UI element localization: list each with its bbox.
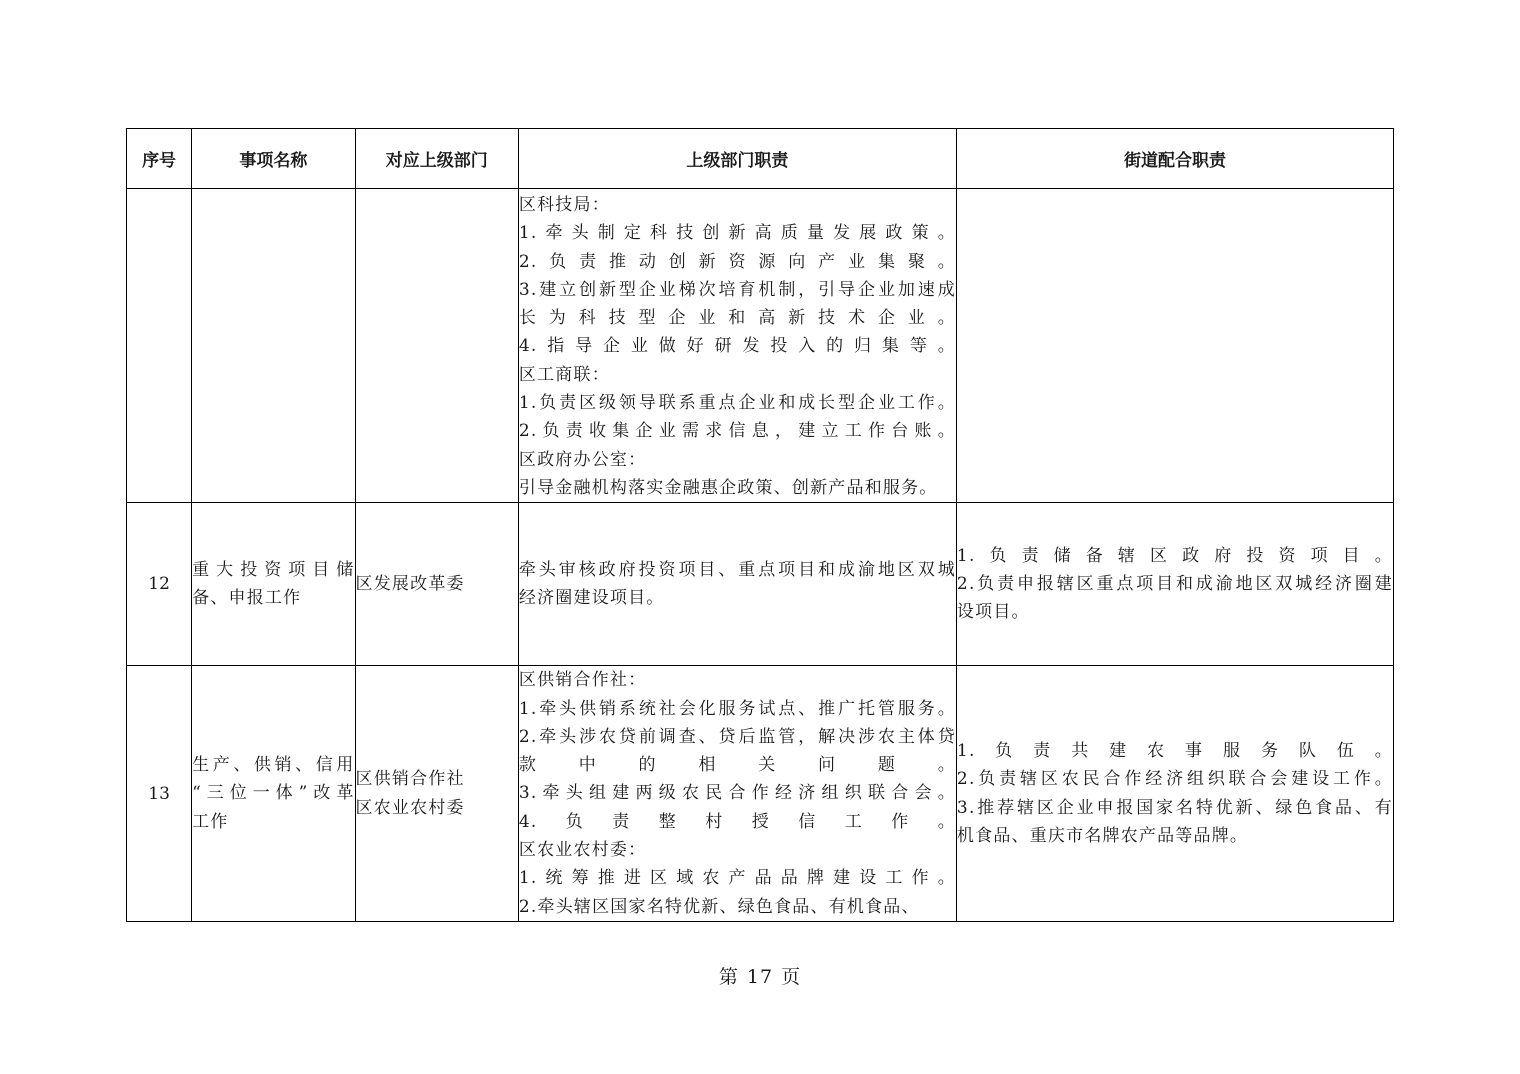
text-line: “三位一体”改革	[192, 783, 355, 804]
text-line: 设项目。	[956, 602, 1030, 623]
text-line: 3.推荐辖区企业申报国家名特优新、绿色食品、有	[956, 797, 1393, 818]
cell-street	[956, 503, 1393, 666]
text-line: 工作	[192, 811, 229, 832]
text-line: 1.统筹推进区域农产品品牌建设工作。	[518, 868, 956, 889]
text-line: 区科技局：	[518, 195, 610, 215]
text-line: 1.牵头制定科技创新高质量发展政策。	[518, 223, 956, 244]
header-item-name: 事项名称	[192, 129, 355, 189]
text-line: 款中的相关问题。	[518, 755, 956, 776]
cell-street	[956, 189, 1393, 503]
cell-upper	[518, 666, 956, 922]
text-line: 2.负责申报辖区重点项目和成渝地区双城经济圈建	[956, 574, 1393, 595]
text-line: 2.负责辖区农民合作经济组织联合会建设工作。	[956, 769, 1393, 790]
cell-no: 13	[127, 666, 192, 922]
text-line: 区农业农村委：	[518, 840, 647, 861]
cell-name	[192, 666, 355, 922]
text-line: 重大投资项目储	[192, 559, 355, 580]
table-row	[127, 503, 1394, 666]
duty-table	[126, 128, 1394, 922]
page-number: 第 17 页	[718, 966, 802, 988]
header-street-duty: 街道配合职责	[956, 129, 1393, 189]
header-upper-duty: 上级部门职责	[518, 129, 956, 189]
text-line: 区供销合作社	[355, 769, 465, 790]
text-line: 区供销合作社：	[518, 670, 647, 691]
text-line: 2.牵头辖区国家名特优新、绿色食品、有机食品、	[518, 896, 920, 917]
text-line: 区发展改革委	[355, 574, 465, 595]
text-line: 1.负责储备辖区政府投资项目。	[956, 545, 1393, 566]
table-header-row	[127, 129, 1394, 189]
cell-dept	[355, 666, 518, 922]
cell-no: 12	[127, 503, 192, 666]
cell-street	[956, 666, 1393, 922]
cell-dept	[355, 189, 518, 503]
cell-upper	[518, 189, 956, 503]
text-line: 2.牵头涉农贷前调查、贷后监管，解决涉农主体贷	[518, 726, 956, 747]
text-line: 1.负责共建农事服务队伍。	[956, 741, 1393, 761]
text-line: 区政府办公室：	[518, 449, 647, 470]
cell-name	[192, 503, 355, 666]
text-line: 4.负责整村授信工作。	[518, 811, 956, 832]
text-line: 长为科技型企业和高新技术企业。	[518, 308, 956, 329]
text-line: 机食品、重庆市名牌农产品等品牌。	[956, 825, 1249, 846]
cell-name	[192, 189, 355, 503]
text-line: 备、申报工作	[192, 588, 302, 609]
table-row	[127, 189, 1394, 503]
text-line: 1.牵头供销系统社会化服务试点、推广托管服务。	[518, 698, 956, 719]
text-line: 经济圈建设项目。	[518, 588, 665, 609]
text-line: 1.负责区级领导联系重点企业和成长型企业工作。	[518, 393, 956, 414]
text-line: 2.负责收集企业需求信息，建立工作台账。	[518, 421, 956, 442]
text-line: 生产、供销、信用	[192, 755, 355, 776]
text-line: 3.牵头组建两级农民合作经济组织联合会。	[518, 783, 956, 804]
text-line: 引导金融机构落实金融惠企政策、创新产品和服务。	[518, 477, 938, 498]
text-line: 牵头审核政府投资项目、重点项目和成渝地区双城	[518, 559, 956, 580]
table-row	[127, 666, 1394, 922]
text-line: 区农业农村委	[355, 797, 465, 818]
header-upper-dept: 对应上级部门	[355, 129, 518, 189]
text-line: 3.建立创新型企业梯次培育机制，引导企业加速成	[518, 279, 956, 300]
header-no: 序号	[127, 129, 192, 189]
text-line: 2.负责推动创新资源向产业集聚。	[518, 251, 956, 272]
cell-upper	[518, 503, 956, 666]
cell-no	[127, 189, 192, 503]
cell-dept	[355, 503, 518, 666]
text-line: 区工商联：	[518, 364, 610, 385]
text-line: 4.指导企业做好研发投入的归集等。	[518, 336, 956, 357]
